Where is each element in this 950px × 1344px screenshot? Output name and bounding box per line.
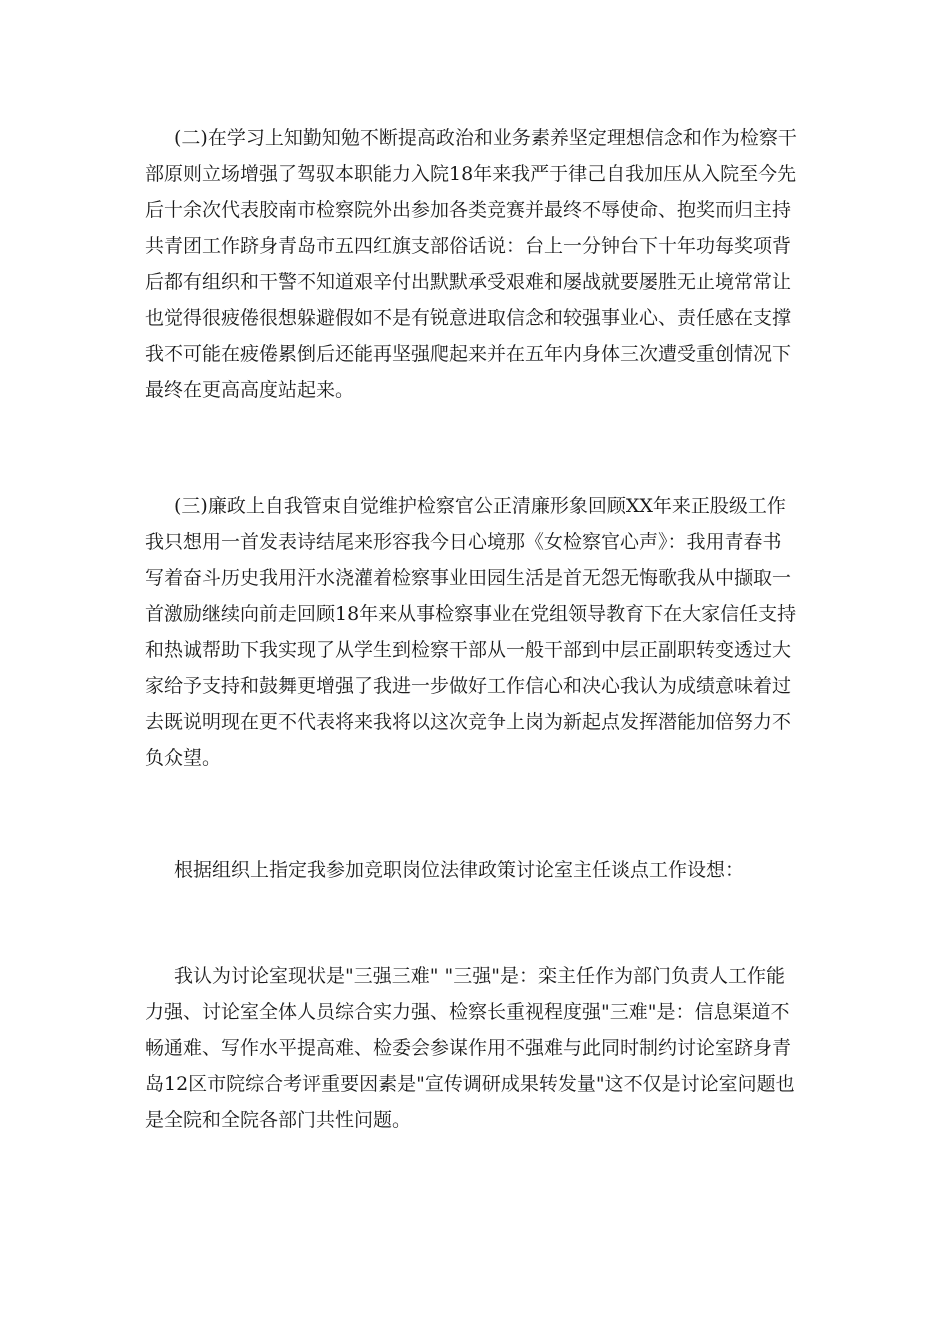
- text-line: 家给予支持和鼓舞更增强了我进一步做好工作信心和决心我认为成绩意味着过: [145, 675, 792, 697]
- text-line: 部原则立场增强了驾驭本职能力入院18年来我严于律己自我加压从入院至今先: [145, 163, 797, 185]
- text-line: 畅通难、写作水平提高难、检委会参谋作用不强难与此同时制约讨论室跻身青: [145, 1037, 792, 1059]
- text-line: 根据组织上指定我参加竞职岗位法律政策讨论室主任谈点工作设想：: [174, 859, 745, 881]
- text-line: 后都有组织和干警不知道艰辛付出默默承受艰难和屡战就要屡胜无止境常常让: [145, 271, 792, 293]
- paragraph-study: [145, 120, 810, 408]
- text-line: 也觉得很疲倦很想躲避假如不是有锐意进取信念和较强事业心、责任感在支撑: [145, 307, 792, 329]
- text-line: 是全院和全院各部门共性问题。: [145, 1109, 412, 1131]
- text-line: 岛12区市院综合考评重要因素是"宣传调研成果转发量"这不仅是讨论室问题也: [145, 1073, 795, 1095]
- text-line: 写着奋斗历史我用汗水浇灌着检察事业田园生活是首无怨无悔歌我从中撷取一: [145, 567, 792, 589]
- text-line: 我不可能在疲倦累倒后还能再坚强爬起来并在五年内身体三次遭受重创情况下: [145, 343, 792, 365]
- paragraph-current-status: [145, 958, 810, 1138]
- text-line: 首激励继续向前走回顾18年来从事检察事业在党组领导教育下在大家信任支持: [145, 603, 797, 625]
- text-line: 我只想用一首发表诗结尾来形容我今日心境那《女检察官心声》：我用青春书: [145, 531, 782, 553]
- text-line: 最终在更高高度站起来。: [145, 379, 355, 401]
- paragraph-intro-plan: [145, 852, 810, 888]
- text-line: 力强、讨论室全体人员综合实力强、检察长重视程度强"三难"是：信息渠道不: [145, 1001, 790, 1023]
- text-line: 和热诚帮助下我实现了从学生到检察干部从一般干部到中层正副职转变透过大: [145, 639, 792, 661]
- text-line: 负众望。: [145, 747, 222, 769]
- text-line: 共青团工作跻身青岛市五四红旗支部俗话说：台上一分钟台下十年功每奖项背: [145, 235, 792, 257]
- text-line: (二)在学习上知勤知勉不断提高政治和业务素养坚定理想信念和作为检察干: [174, 127, 797, 149]
- text-line: 去既说明现在更不代表将来我将以这次竞争上岗为新起点发挥潜能加倍努力不: [145, 711, 792, 733]
- text-line: 后十余次代表胶南市检察院外出参加各类竞赛并最终不辱使命、抱奖而归主持: [145, 199, 792, 221]
- paragraph-integrity: [145, 488, 810, 776]
- text-line: 我认为讨论室现状是"三强三难" "三强"是：栾主任作为部门负责人工作能: [174, 965, 785, 987]
- text-line: (三)廉政上自我管束自觉维护检察官公正清廉形象回顾XX年来正股级工作: [174, 495, 786, 517]
